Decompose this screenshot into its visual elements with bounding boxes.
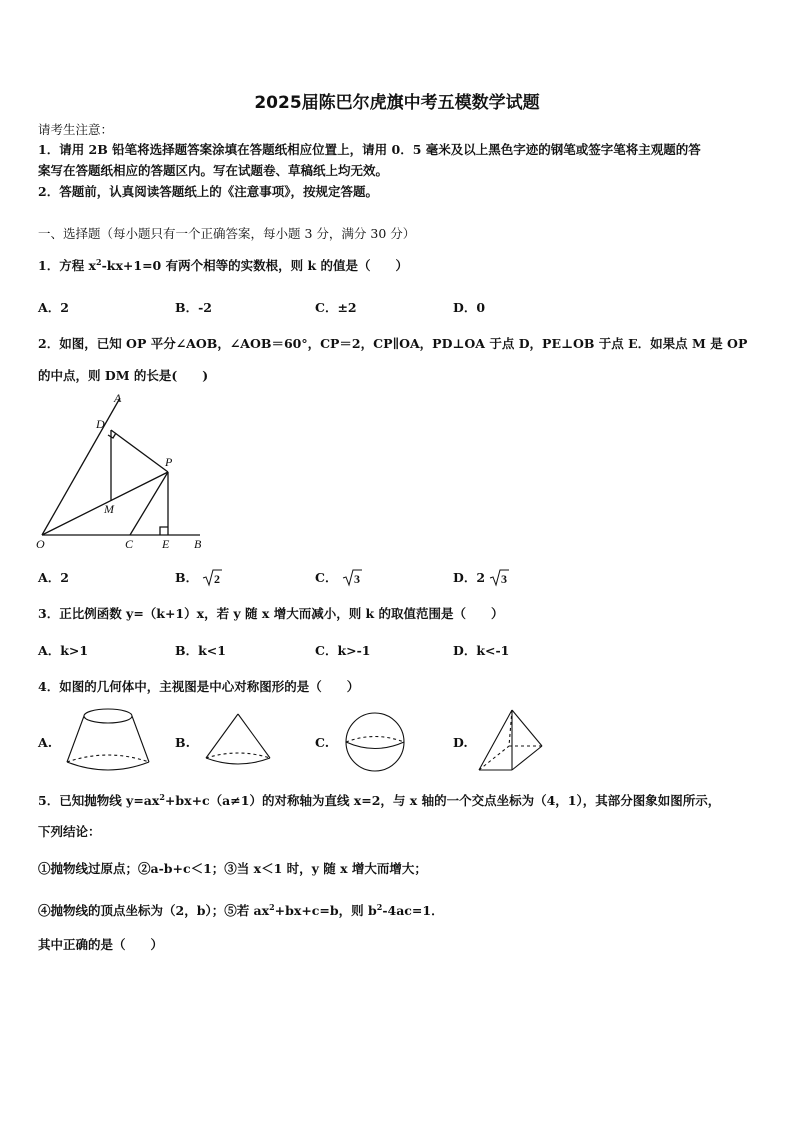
svg-text:2: 2 xyxy=(214,571,221,586)
cone-icon xyxy=(203,712,273,772)
label-e: E xyxy=(162,537,170,551)
q3-option-d[interactable]: D．k<-1 xyxy=(453,643,510,658)
question-4-stem: 4．如图的几何体中，主视图是中心对称图形的是（ ） xyxy=(38,679,360,694)
label-b: B xyxy=(194,537,202,551)
q5-conclusions-1: ①抛物线过原点；②a-b+c＜1；③当 x＜1 时，y 随 x 增大而增大； xyxy=(38,861,427,876)
q5-ask: 其中正确的是（ ） xyxy=(38,937,164,952)
q3-option-c[interactable]: C．k>-1 xyxy=(315,643,371,658)
q2-option-d[interactable]: D．2 3 xyxy=(453,568,509,589)
label-c: C xyxy=(125,537,134,551)
pyramid-icon xyxy=(476,708,546,774)
svg-text:3: 3 xyxy=(353,571,360,586)
q2-option-c[interactable]: C． 3 xyxy=(315,568,362,589)
label-d: D xyxy=(96,417,105,431)
q4-option-c[interactable]: C. xyxy=(315,735,330,750)
sqrt-3-icon xyxy=(489,567,509,587)
label-p: P xyxy=(165,455,173,469)
right-angle-e xyxy=(160,527,168,535)
q2-option-b[interactable]: B． 2 xyxy=(175,568,222,589)
section-heading: 一、选择题（每小题只有一个正确答案，每小题 3 分，满分 30 分） xyxy=(38,226,416,241)
sphere-icon xyxy=(344,711,408,775)
question-3-stem: 3．正比例函数 y=（k+1）x，若 y 随 x 增大而减小，则 k 的取值范围是（ ） xyxy=(38,606,504,621)
label-o: O xyxy=(36,537,45,551)
q1-option-b[interactable]: B．-2 xyxy=(175,300,212,315)
segment-dp xyxy=(111,430,168,472)
q1-option-c[interactable]: C．±2 xyxy=(315,300,357,315)
right-angle-d xyxy=(108,433,116,438)
notice-line-2: 2．答题前，认真阅读答题纸上的《注意事项》，按规定答题。 xyxy=(38,184,378,199)
page-title: 2025届陈巴尔虎旗中考五模数学试题 xyxy=(254,93,540,113)
question-2-stem-a: 2．如图，已知 OP 平分∠AOB，∠AOB＝60°，CP＝2，CP∥OA，PD⊥OA 于点 D，PE⊥OB 于点 E．如果点 M 是 OP xyxy=(38,336,748,351)
frustum-icon xyxy=(65,706,155,776)
q4-option-b[interactable]: B. xyxy=(175,735,190,750)
question-1-stem: 1．方程 $x^2-kx+1=0$ 有两个相等的实数根，则 k 的值是（ ） xyxy=(38,256,408,273)
q2-geometry-figure xyxy=(30,390,210,550)
sqrt-3-icon xyxy=(342,567,362,587)
label-m: M xyxy=(104,502,114,516)
q2-option-a[interactable]: A．2 xyxy=(38,570,69,585)
q5-conclusions-2: ④抛物线的顶点坐标为（2，b）；⑤若 $ax^2+bx+c=b$，则 $b^2-4ac=1$． xyxy=(38,901,444,918)
sqrt-2-icon xyxy=(202,567,222,587)
q4-option-d[interactable]: D. xyxy=(453,735,468,750)
q4-option-a[interactable]: A. xyxy=(38,735,53,750)
notice-line-1b: 案写在答题纸相应的答题区内。写在试题卷、草稿纸上均无效。 xyxy=(38,163,389,178)
question-5-stem-a: 5．已知抛物线 $y=ax^2+bx+c(a\ne 1)$的对称轴为直线 x=2，与 x 轴的一个交点坐标为（4，1），其部分图象如图所示， xyxy=(38,791,721,808)
q3-option-b[interactable]: B．k<1 xyxy=(175,643,226,658)
q1-option-a[interactable]: A．2 xyxy=(38,300,69,315)
question-5-stem-b: 下列结论： xyxy=(38,824,101,839)
label-a: A xyxy=(114,391,122,405)
notice-heading: 请考生注意： xyxy=(38,122,114,137)
q1-option-d[interactable]: D．0 xyxy=(453,300,486,315)
svg-text:3: 3 xyxy=(501,571,508,586)
notice-line-1a: 1．请用 2B 铅笔将选择题答案涂填在答题纸相应位置上，请用 0．5 毫米及以上黑色字迹的钢笔或签字笔将主观题的答 xyxy=(38,142,701,157)
question-2-stem-b: 的中点，则 DM 的长是( ) xyxy=(38,368,209,383)
q3-option-a[interactable]: A．k>1 xyxy=(38,643,89,658)
